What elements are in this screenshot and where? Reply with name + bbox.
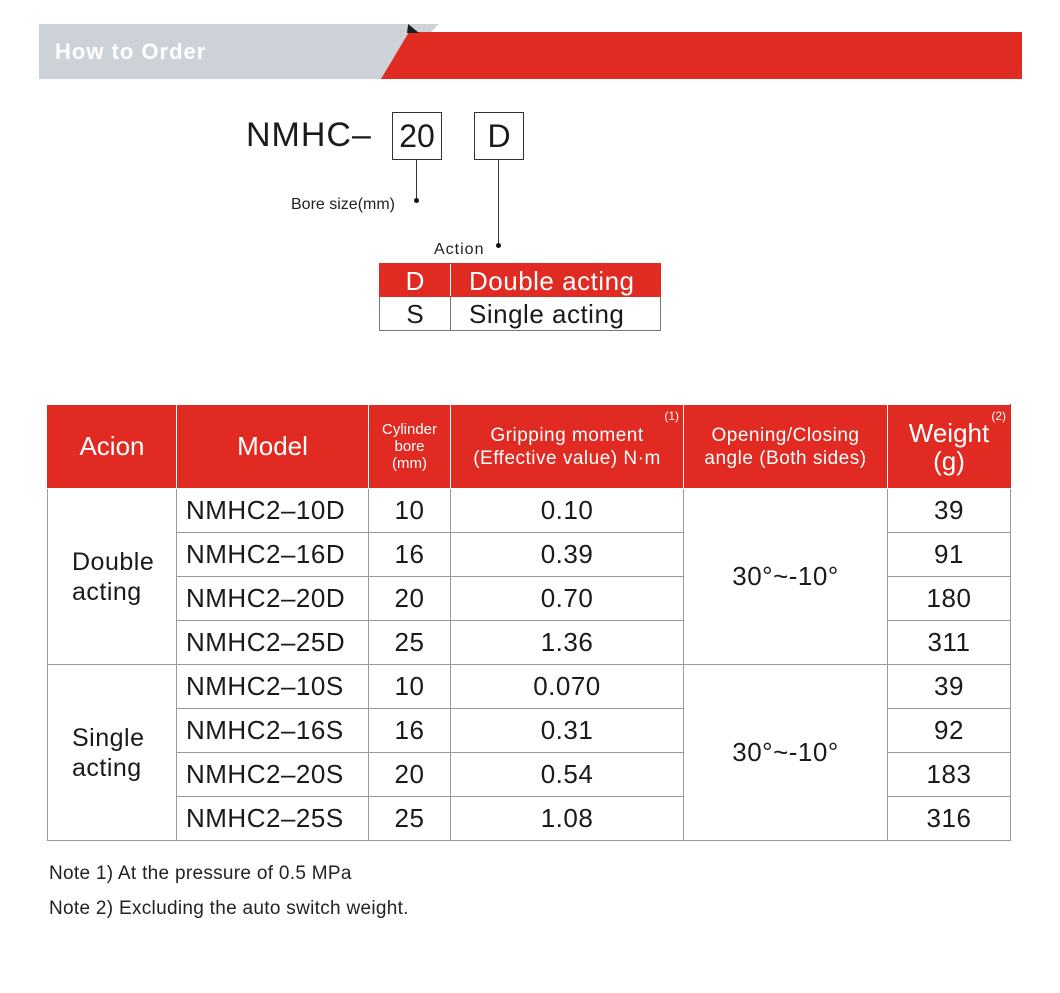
weight-cell: 316: [888, 797, 1011, 841]
action-option-code: D: [380, 264, 451, 296]
bore-cell: 25: [369, 621, 451, 665]
bore-code-box: 20: [392, 112, 442, 160]
model-cell: NMHC2–20D: [177, 577, 369, 621]
weight-cell: 91: [888, 533, 1011, 577]
header-opening-angle: Opening/Closing angle (Both sides): [684, 405, 888, 489]
action-option-row: [379, 297, 661, 331]
bore-cell: 20: [369, 753, 451, 797]
moment-cell: 0.39: [451, 533, 684, 577]
note-marker-1: (1): [664, 409, 679, 423]
header-model: Model: [177, 405, 369, 489]
model-cell: NMHC2–10D: [177, 489, 369, 533]
model-cell: NMHC2–25S: [177, 797, 369, 841]
bore-cell: 20: [369, 577, 451, 621]
section-title: How to Order: [55, 39, 207, 64]
moment-cell: 0.31: [451, 709, 684, 753]
spec-table: [47, 404, 1010, 841]
order-code-prefix: NMHC–: [246, 116, 372, 154]
moment-cell: 0.54: [451, 753, 684, 797]
angle-cell: 30°~-10°: [684, 489, 888, 665]
weight-cell: 39: [888, 489, 1011, 533]
group-action-cell: Single acting: [48, 665, 177, 841]
group-action-cell: Double acting: [48, 489, 177, 665]
section-banner: [39, 24, 1022, 79]
spec-header-row: [48, 405, 1011, 489]
model-cell: NMHC2–16D: [177, 533, 369, 577]
moment-cell: 0.070: [451, 665, 684, 709]
header-bore: Cylinder bore (mm): [369, 405, 451, 489]
bore-leader-line: [416, 159, 417, 201]
bore-cell: 16: [369, 533, 451, 577]
table-row: [48, 665, 1011, 709]
action-option-label: Single acting: [469, 299, 625, 329]
angle-cell: 30°~-10°: [684, 665, 888, 841]
moment-cell: 0.10: [451, 489, 684, 533]
bore-cell: 10: [369, 489, 451, 533]
weight-cell: 39: [888, 665, 1011, 709]
banner-red-bar: [381, 32, 1022, 79]
weight-cell: 311: [888, 621, 1011, 665]
bore-cell: 16: [369, 709, 451, 753]
moment-cell: 1.08: [451, 797, 684, 841]
header-gripping-moment: (1) Gripping moment (Effective value) N·m: [451, 405, 684, 489]
action-options-table: [379, 263, 661, 331]
bore-cell: 25: [369, 797, 451, 841]
moment-cell: 1.36: [451, 621, 684, 665]
action-label: Action: [434, 241, 485, 258]
header-weight: (2) Weight (g): [888, 405, 1011, 489]
table-row: [48, 489, 1011, 533]
action-code-box: D: [474, 112, 524, 160]
model-cell: NMHC2–20S: [177, 753, 369, 797]
model-cell: NMHC2–25D: [177, 621, 369, 665]
model-cell: NMHC2–10S: [177, 665, 369, 709]
weight-cell: 183: [888, 753, 1011, 797]
action-leader-line: [498, 159, 499, 245]
note-marker-2: (2): [991, 409, 1006, 423]
model-cell: NMHC2–16S: [177, 709, 369, 753]
footnote-2: Note 2) Excluding the auto switch weight.: [49, 898, 409, 919]
moment-cell: 0.70: [451, 577, 684, 621]
bore-cell: 10: [369, 665, 451, 709]
bore-size-label: Bore size(mm): [291, 196, 396, 213]
action-option-row: [379, 263, 661, 297]
bore-leader-dot: [414, 198, 419, 203]
action-option-code: S: [380, 297, 451, 330]
weight-cell: 180: [888, 577, 1011, 621]
header-action: Acion: [48, 405, 177, 489]
weight-cell: 92: [888, 709, 1011, 753]
action-leader-dot: [496, 243, 501, 248]
footnote-1: Note 1) At the pressure of 0.5 MPa: [49, 863, 352, 884]
action-option-label: Double acting: [469, 266, 635, 296]
